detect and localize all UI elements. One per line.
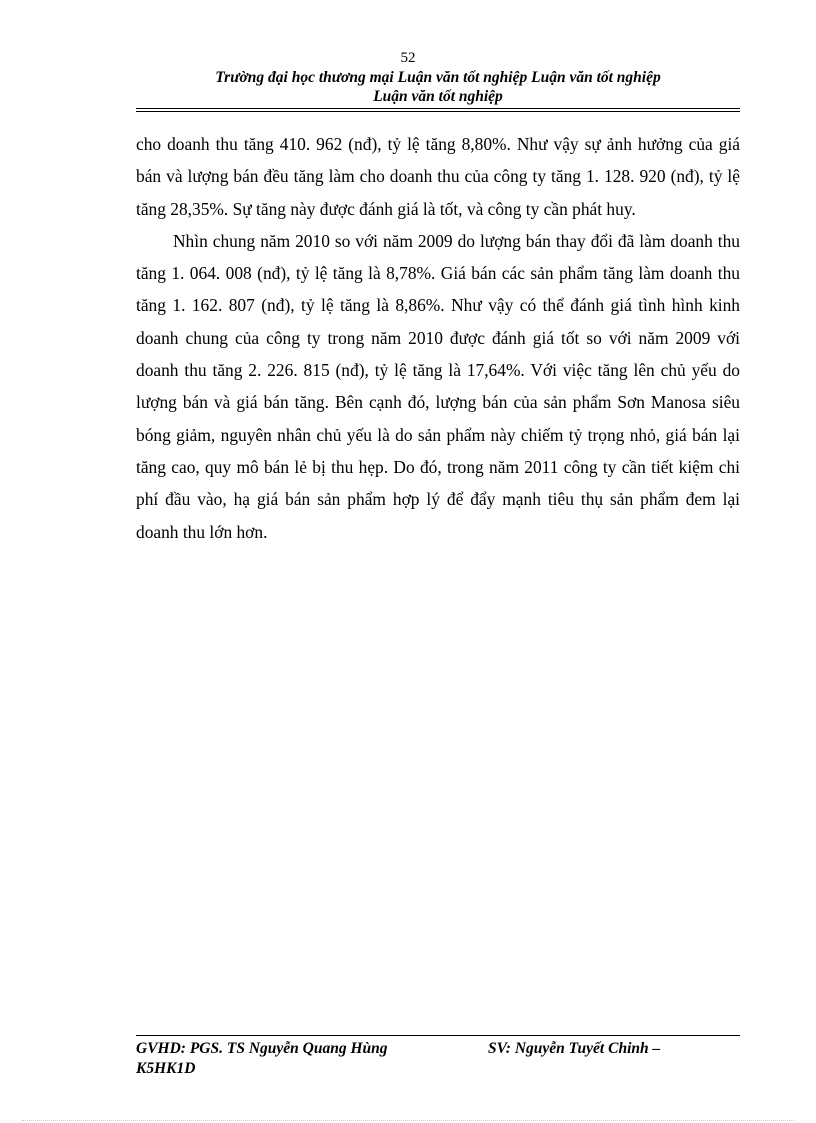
page-header	[136, 68, 740, 106]
header-line-2: Luận văn tốt nghiệp	[373, 88, 503, 105]
paragraph-2: Nhìn chung năm 2010 so với năm 2009 do lượng bán thay đổi đã làm doanh thu tăng 1. 064. 008 (nđ), tỷ lệ tăng là 8,78%. Giá bán các sản phẩm tăng làm doanh thu tăng 1. 162. 807 (nđ), tỷ lệ tăng là 8,86%. Như vậy có thể đánh giá tình hình kinh doanh chung của công ty trong năm 2010 được đánh giá tốt so với năm 2009 với doanh thu tăng 2. 226. 815 (nđ), tỷ lệ tăng là 17,64%. Với việc tăng lên chủ yếu do lượng bán và giá bán tăng. Bên cạnh đó, lượng bán của sản phẩm Sơn Manosa siêu bóng giảm, nguyên nhân chủ yếu là do sản phẩm này chiếm tỷ trọng nhỏ, giá bán lại tăng cao, quy mô bán lẻ bị thu hẹp. Do đó, trong năm 2011 công ty cần tiết kiệm chi phí đầu vào, hạ giá bán sản phẩm hợp lý để đẩy mạnh tiêu thụ sản phẩm đem lại doanh thu lớn hơn.	[136, 230, 740, 542]
page-number: 52	[400, 50, 416, 66]
paragraph-1: cho doanh thu tăng 410. 962 (nđ), tỷ lệ tăng 8,80%. Như vậy sự ảnh hưởng của giá bán và lượng bán đều tăng làm cho doanh thu của công ty tăng 1. 128. 920 (nđ), tỷ lệ tăng 28,35%. Sự tăng này được đánh giá là tốt, và công ty cần phát huy.	[136, 134, 740, 219]
body-text	[136, 128, 740, 548]
page-edge	[22, 1120, 794, 1121]
header-rule-double	[136, 111, 740, 112]
header-rule	[136, 108, 740, 109]
footer-line-1	[136, 1039, 740, 1059]
student-name: SV: Nguyễn Tuyết Chinh –	[488, 1040, 661, 1057]
page-footer	[136, 1039, 740, 1079]
class-code: K5HK1D	[136, 1060, 196, 1077]
advisor-name: GVHD: PGS. TS Nguyễn Quang Hùng	[136, 1040, 388, 1057]
header-line-1: Trường đại học thương mại Luận văn tốt nghiệp Luận văn tốt nghiệp	[215, 69, 661, 86]
footer-rule	[136, 1035, 740, 1036]
